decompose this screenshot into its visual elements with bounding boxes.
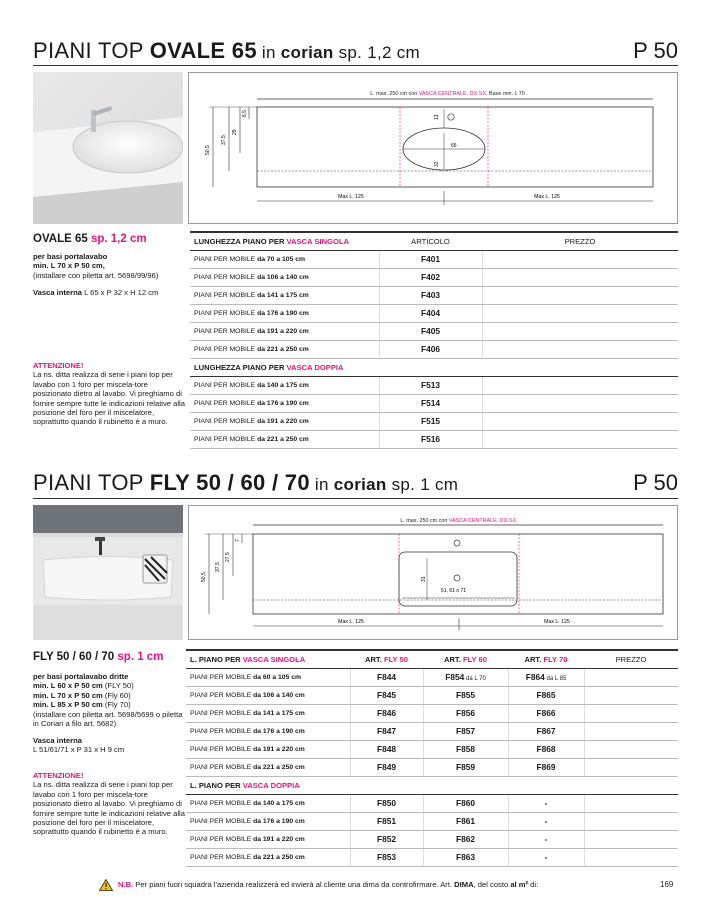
section2-attention: ATTENZIONE! La ns. ditta realizza di serie i piani top per lavabo con 1 foro per miscela-tore posizionato dietro al lavabo. Vi preghiamo di fornire sempre tutte le indicazioni relative alla posizione del foro per il miscelatore, soprattutto quando il rubinetto è a muro.	[33, 771, 185, 837]
length-cell: PIANI PER MOBILE da 141 a 175 cm	[190, 286, 379, 304]
article-code: F405	[379, 322, 482, 340]
article-code-fly70: F866	[508, 704, 584, 722]
price-cell	[482, 304, 678, 322]
price-cell	[482, 430, 678, 448]
price-cell	[482, 286, 678, 304]
article-code-fly60: F861	[423, 812, 508, 830]
length-cell: PIANI PER MOBILE da 221 a 250 cm	[190, 430, 379, 448]
svg-text:37,5: 37,5	[215, 562, 221, 572]
price-cell	[584, 740, 678, 758]
article-code: F513	[379, 376, 482, 394]
svg-text:50,5: 50,5	[201, 572, 207, 582]
length-cell: PIANI PER MOBILE da 70 a 105 cm	[190, 250, 379, 268]
section2-rule	[33, 498, 678, 499]
svg-text:Max L. 125: Max L. 125	[534, 194, 560, 200]
svg-text:6,5: 6,5	[242, 110, 248, 117]
price-cell	[584, 686, 678, 704]
article-code-fly60: F857	[423, 722, 508, 740]
product-photo-ovale	[33, 72, 183, 224]
length-cell: PIANI PER MOBILE da 221 a 250 cm	[186, 848, 350, 866]
article-code-fly60: F855	[423, 686, 508, 704]
length-cell: PIANI PER MOBILE da 176 a 190 cm	[186, 812, 350, 830]
article-code-fly70: -	[508, 812, 584, 830]
length-cell: PIANI PER MOBILE da 140 a 175 cm	[186, 794, 350, 812]
table-header-length: LUNGHEZZA PIANO PER VASCA SINGOLA	[190, 232, 379, 250]
section1-page-code: P 50	[633, 38, 678, 63]
svg-text:Max L. 125: Max L. 125	[338, 619, 364, 625]
table-row	[186, 686, 678, 704]
article-code-fly50: F846	[350, 704, 423, 722]
article-code-fly70: F869	[508, 758, 584, 776]
article-code: F402	[379, 268, 482, 286]
technical-drawing-ovale	[188, 72, 678, 224]
section2-page-code: P 50	[633, 470, 678, 495]
svg-text:65: 65	[451, 143, 457, 149]
svg-text:51, 61 o 71: 51, 61 o 71	[441, 588, 467, 594]
article-code: F403	[379, 286, 482, 304]
svg-text:Max L. 125: Max L. 125	[544, 619, 570, 625]
section2-bases-desc: per basi portalavabo dritte min. L 60 x P 50 cm (FLY 50) min. L 70 x P 50 cm (Fly 60) min. L 85 x P 50 cm (Fly 70) (installare con piletta art. 5698/5699 o piletta in Corian a filo art. 5682)	[33, 672, 183, 729]
svg-text:13: 13	[434, 114, 440, 120]
length-cell: PIANI PER MOBILE da 176 a 190 cm	[186, 722, 350, 740]
length-cell: PIANI PER MOBILE da 191 a 220 cm	[190, 322, 379, 340]
article-code-fly70: -	[508, 848, 584, 866]
length-cell: PIANI PER MOBILE da 191 a 220 cm	[186, 830, 350, 848]
table-row	[190, 286, 678, 304]
ovale-top-note: L. max. 250 cm con VASCA CENTRALE, DX-SX. Base min. L 70 .	[370, 91, 528, 97]
price-cell	[584, 758, 678, 776]
article-code-fly50: F852	[350, 830, 423, 848]
article-code-fly50: F847	[350, 722, 423, 740]
table-header-price: PREZZO	[482, 232, 678, 250]
length-cell: PIANI PER MOBILE da 221 a 250 cm	[186, 758, 350, 776]
footer-note: N.B. Per piani fuori squadra l'azienda realizzerà ed invierà al cliente una dima da controfirmare. Art. DIMA, del costo al m² di:	[118, 880, 539, 889]
table-row	[186, 848, 678, 866]
article-code-fly70: -	[508, 794, 584, 812]
table-header-article: ARTICOLO	[379, 232, 482, 250]
article-code-fly60: F863	[423, 848, 508, 866]
table-row	[190, 304, 678, 322]
svg-text:7: 7	[235, 539, 241, 542]
article-code: F404	[379, 304, 482, 322]
length-cell: PIANI PER MOBILE da 60 a 105 cm	[186, 668, 350, 686]
article-code-fly50: F851	[350, 812, 423, 830]
price-cell	[584, 848, 678, 866]
article-code-fly60: F860	[423, 794, 508, 812]
table-row	[186, 668, 678, 686]
table-row	[186, 794, 678, 812]
table-row	[186, 722, 678, 740]
length-cell: PIANI PER MOBILE da 176 a 190 cm	[190, 394, 379, 412]
article-code-fly50: F853	[350, 848, 423, 866]
article-code: F514	[379, 394, 482, 412]
warning-icon	[99, 879, 113, 891]
section1-table	[190, 231, 678, 449]
table-row	[186, 812, 678, 830]
table-row	[186, 830, 678, 848]
price-cell	[482, 394, 678, 412]
svg-text:Max L. 125: Max L. 125	[338, 194, 364, 200]
table2-header-length: L. PIANO PER VASCA SINGOLA	[186, 650, 350, 668]
price-cell	[584, 794, 678, 812]
table-header-double: LUNGHEZZA PIANO PER VASCA DOPPIA	[190, 358, 678, 376]
table2-header-price: PREZZO	[584, 650, 678, 668]
article-code-fly60: F854 da L 70	[423, 668, 508, 686]
price-cell	[584, 668, 678, 686]
svg-text:50,5: 50,5	[205, 145, 211, 155]
article-code-fly50: F844	[350, 668, 423, 686]
table-row	[186, 758, 678, 776]
section1-bases-desc: per basi portalavabo min. L 70 x P 50 cm, (installare con piletta art. 5698/99/96)	[33, 252, 159, 280]
svg-text:27,5: 27,5	[225, 552, 231, 562]
price-cell	[482, 340, 678, 358]
table-row	[190, 340, 678, 358]
table2-header-fly50: ART. FLY 50	[350, 650, 423, 668]
table-row	[190, 322, 678, 340]
product-photo-fly	[33, 505, 183, 640]
table-row	[190, 268, 678, 286]
section1-title: PIANI TOP OVALE 65 in corian sp. 1,2 cm	[33, 38, 421, 63]
article-code-fly70: F865	[508, 686, 584, 704]
fly-top-note: L. max. 250 cm con VASCA CENTRALE, DX-SX.	[400, 518, 518, 524]
table2-header-fly70: ART. FLY 70	[508, 650, 584, 668]
price-cell	[482, 322, 678, 340]
article-code-fly60: F859	[423, 758, 508, 776]
length-cell: PIANI PER MOBILE da 191 a 220 cm	[190, 412, 379, 430]
table-row	[190, 250, 678, 268]
price-cell	[584, 812, 678, 830]
table2-header-fly60: ART. FLY 60	[423, 650, 508, 668]
section2-basin-desc: Vasca interna L 51/61/71 x P 31 x H 9 cm	[33, 736, 125, 755]
svg-text:29: 29	[232, 129, 238, 135]
length-cell: PIANI PER MOBILE da 221 a 250 cm	[190, 340, 379, 358]
technical-drawing-fly	[188, 505, 678, 640]
section1-subtitle: OVALE 65 sp. 1,2 cm	[33, 233, 147, 245]
section1-basin-desc: Vasca interna L 65 x P 32 x H 12 cm	[33, 288, 159, 297]
svg-text:32: 32	[434, 161, 440, 167]
table-row	[190, 394, 678, 412]
article-code-fly70: -	[508, 830, 584, 848]
article-code-fly70: F868	[508, 740, 584, 758]
price-cell	[584, 704, 678, 722]
svg-text:31: 31	[421, 576, 427, 582]
price-cell	[482, 250, 678, 268]
section2-title: PIANI TOP FLY 50 / 60 / 70 in corian sp. 1 cm	[33, 470, 459, 495]
article-code-fly70: F864 da L 85	[508, 668, 584, 686]
article-code-fly70: F867	[508, 722, 584, 740]
length-cell: PIANI PER MOBILE da 106 a 140 cm	[190, 268, 379, 286]
article-code: F515	[379, 412, 482, 430]
section2-subtitle: FLY 50 / 60 / 70 sp. 1 cm	[33, 651, 164, 663]
article-code-fly50: F848	[350, 740, 423, 758]
table2-header-double: L. PIANO PER VASCA DOPPIA	[186, 776, 678, 794]
section1-rule	[33, 65, 678, 66]
length-cell: PIANI PER MOBILE da 191 a 220 cm	[186, 740, 350, 758]
article-code-fly50: F849	[350, 758, 423, 776]
length-cell: PIANI PER MOBILE da 176 a 190 cm	[190, 304, 379, 322]
price-cell	[482, 376, 678, 394]
table-row	[186, 704, 678, 722]
section1-attention: ATTENZIONE! La ns. ditta realizza di serie i piani top per lavabo con 1 foro per miscela-tore posizionato dietro al lavabo. Vi preghiamo di fornire sempre tutte le indicazioni relative alla posizione del foro per il miscelatore, soprattutto quando il rubinetto è a muro.	[33, 361, 185, 427]
article-code-fly60: F858	[423, 740, 508, 758]
article-code: F406	[379, 340, 482, 358]
table-row	[190, 430, 678, 448]
length-cell: PIANI PER MOBILE da 141 a 175 cm	[186, 704, 350, 722]
article-code-fly50: F845	[350, 686, 423, 704]
price-cell	[482, 412, 678, 430]
price-cell	[584, 722, 678, 740]
table-row	[186, 740, 678, 758]
table-row	[190, 412, 678, 430]
length-cell: PIANI PER MOBILE da 106 a 140 cm	[186, 686, 350, 704]
table-row	[190, 376, 678, 394]
article-code-fly60: F856	[423, 704, 508, 722]
article-code-fly60: F862	[423, 830, 508, 848]
page-number: 169	[660, 880, 674, 889]
svg-text:37,5: 37,5	[221, 135, 227, 145]
price-cell	[584, 830, 678, 848]
article-code: F516	[379, 430, 482, 448]
price-cell	[482, 268, 678, 286]
section2-table	[186, 649, 678, 867]
article-code: F401	[379, 250, 482, 268]
length-cell: PIANI PER MOBILE da 140 a 175 cm	[190, 376, 379, 394]
article-code-fly50: F850	[350, 794, 423, 812]
